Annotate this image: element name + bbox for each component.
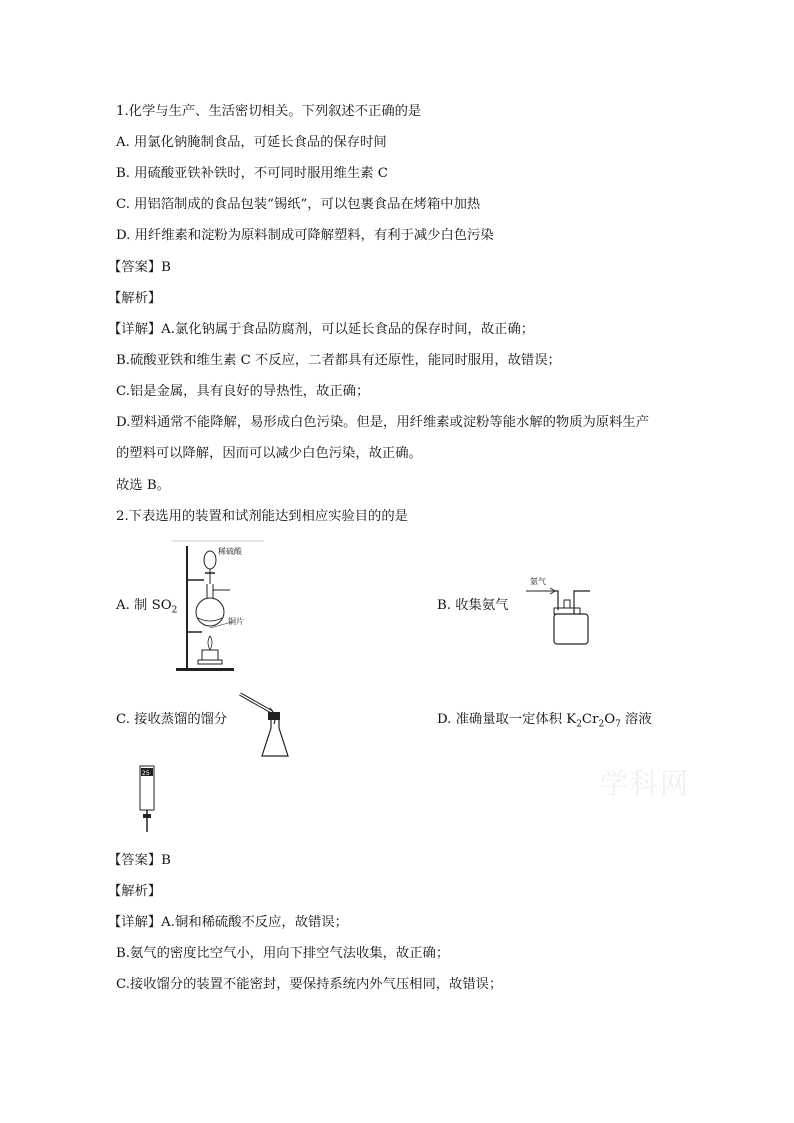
fig-d-label-25: 25 [142, 770, 150, 777]
q2-stem: 2.下表选用的装置和试剂能达到相应实验目的的是 [116, 509, 408, 524]
q2-analysis-heading: 【解析】 [108, 884, 162, 899]
q2-option-b: B. 收集氨气 [437, 598, 509, 613]
q2-answer: 【答案】B [108, 853, 171, 868]
q1-detail-4: D.塑料通常不能降解，易形成白色污染。但是，用纤维素或淀粉等能水解的物质为原料生产 [116, 415, 649, 430]
q2-detail-3: C.接收馏分的装置不能密封，要保持系统内外气压相同，故错误； [116, 977, 503, 992]
q1-stem: 1.化学与生产、生活密切相关。下列叙述不正确的是 [116, 104, 422, 119]
q2-option-d: D. 准确量取一定体积 $K_2Cr_2O_7$ 溶液 [437, 712, 652, 730]
q2-detail-1: 【详解】A.铜和稀硫酸不反应，故错误； [108, 915, 348, 930]
fig-b-label-ammonia: 氨气 [530, 577, 546, 586]
figure-a-apparatus [172, 540, 268, 672]
fig-a-label-acid: 稀硫酸 [218, 547, 242, 556]
q1-option-d: D. 用纤维素和淀粉为原料制成可降解塑料，有利于减少白色污染 [116, 228, 494, 243]
q1-option-a: A. 用氯化钠腌制食品，可延长食品的保存时间 [116, 135, 387, 150]
q2-option-c: C. 接收蒸馏的馏分 [116, 712, 228, 727]
q1-detail-1: 【详解】A.氯化钠属于食品防腐剂，可以延长食品的保存时间，故正确； [108, 322, 535, 337]
fig-a-label-copper: 铜片 [228, 617, 244, 626]
q1-analysis-heading: 【解析】 [108, 291, 162, 306]
q1-option-c: C. 用铝箔制成的食品包装“锡纸”，可以包裹食品在烤箱中加热 [116, 197, 481, 212]
q1-conclusion: 故选 B。 [116, 478, 170, 493]
q1-detail-5: 的塑料可以降解，因而可以减少白色污染，故正确。 [116, 446, 422, 461]
figure-c-receiver-flask [236, 690, 306, 762]
q1-detail-3: C.铝是金属，具有良好的导热性，故正确； [116, 384, 370, 399]
figure-b-gas-bottle [524, 574, 604, 646]
q1-option-b: B. 用硫酸亚铁补铁时，不可同时服用维生素 C [116, 166, 388, 181]
figure-d-burette [134, 764, 162, 834]
q2-detail-2: B.氨气的密度比空气小，用向下排空气法收集，故正确； [116, 946, 450, 961]
q1-answer: 【答案】B [108, 260, 171, 275]
q1-detail-2: B.硫酸亚铁和维生素 C 不反应，二者都具有还原性，能同时服用，故错误； [116, 353, 561, 368]
watermark-text: 学科网 [600, 767, 691, 800]
q2-option-a: A. 制 $SO_2$ [116, 598, 178, 616]
